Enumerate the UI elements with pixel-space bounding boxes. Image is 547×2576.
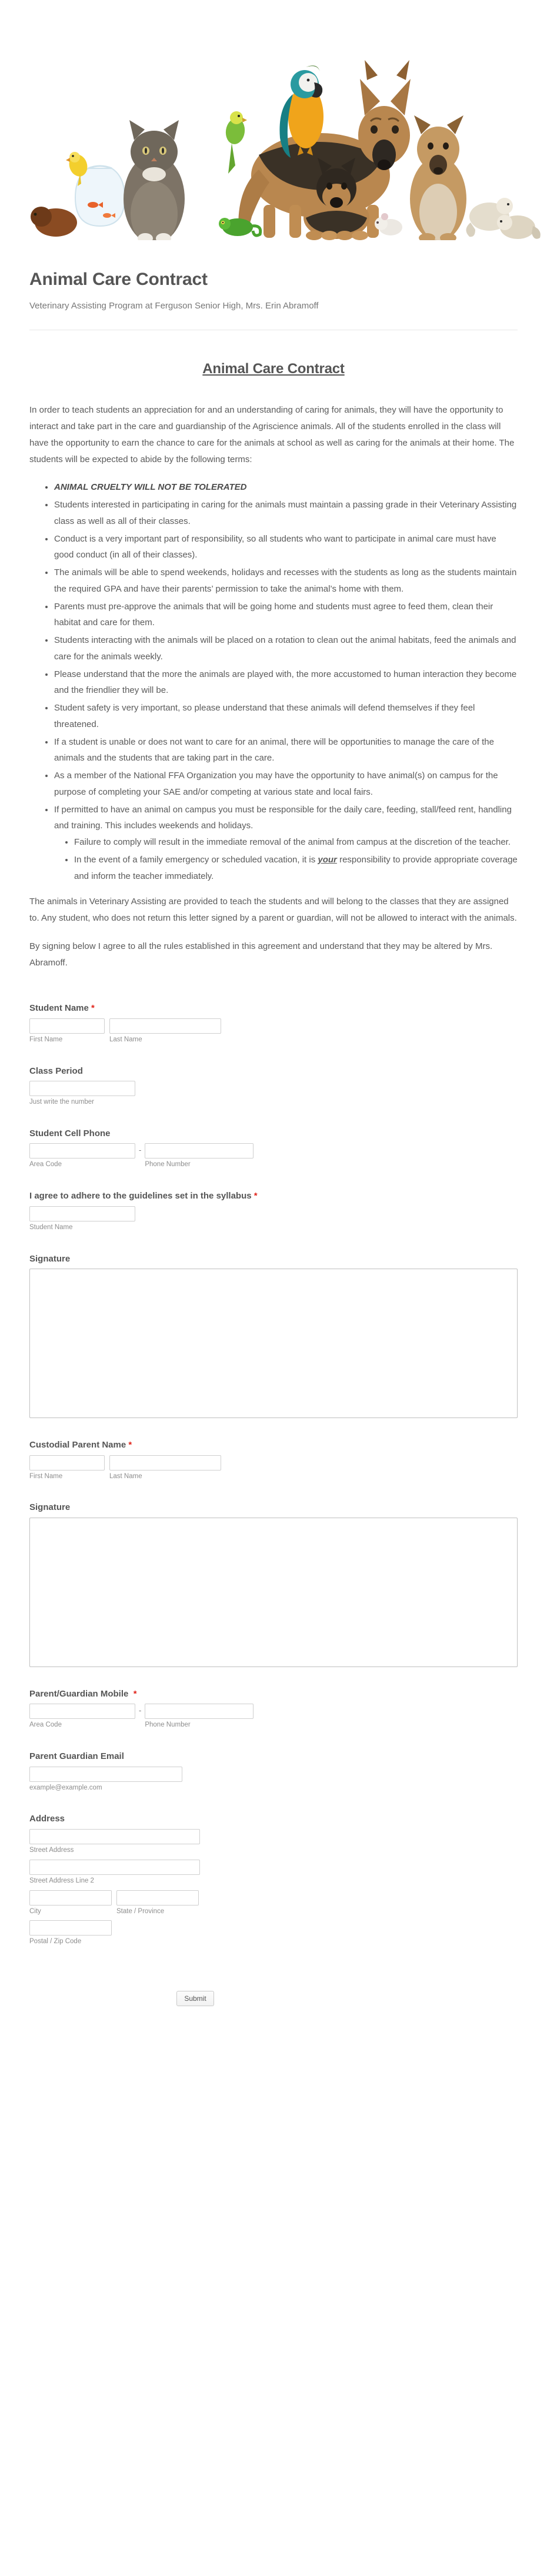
list-item: • Students interacting with the animals will be placed on a rotation to clean out the animal habitats, feed the animals and care for the animals weekly. <box>54 632 518 665</box>
pets-group-image <box>0 0 547 253</box>
list-item: • The animals will be able to spend weekends, holidays and recesses with the students as long as the students maintain the required GPA and have their parents’ permission to take the animal’s home with them. <box>54 565 518 597</box>
parent-guardian-mobile-label <box>29 1688 518 1700</box>
custodial-parent-name-label <box>29 1439 518 1451</box>
class-period-sublabel: Just write the number <box>29 1098 94 1106</box>
list-item-text: If permitted to have an animal on campus you must be responsible for the daily care, feeding, stall/feed rent, handling and training. This includes weekends and holidays. <box>54 804 512 831</box>
student-name-label <box>29 1002 518 1014</box>
agree-syllabus-label <box>29 1190 518 1202</box>
state-province-input[interactable] <box>116 1890 199 1906</box>
sub-list-item-tail: responsibility to provide appropriate coverage and inform the teacher immediately. <box>74 854 518 881</box>
parent-guardian-email-sublabel: example@example.com <box>29 1784 102 1791</box>
phone-separator: - <box>139 1146 142 1155</box>
required-asterisk: * <box>133 1688 137 1699</box>
student-first-name-sublabel: First Name <box>29 1035 63 1043</box>
contract-intro: In order to teach students an appreciation for and an understanding of caring for animals, they will have the opportunity to interact and take part in the care and guardianship of the Agriscience animals. All of the students enrolled in the class will have the opportunity to earn the chance to care for the animals at school as well as caring for the animals at their home. The students will be expected to abide by the following terms: <box>29 405 515 464</box>
sub-list-item <box>74 852 518 885</box>
page-title: Animal Care Contract <box>29 270 208 289</box>
street-address-line-2-sublabel: Street Address Line 2 <box>29 1877 94 1884</box>
field-custodial-parent-name <box>29 1439 518 1480</box>
parent-phone-area-sublabel: Area Code <box>29 1721 62 1729</box>
signature-parent-label: Signature <box>29 1502 71 1513</box>
required-asterisk: * <box>128 1440 132 1450</box>
page-subtitle: Veterinary Assisting Program at Ferguson Senior High, Mrs. Erin Abramoff <box>29 301 319 311</box>
contract-closing-1: The animals in Veterinary Assisting are provided to teach the students and will belong to the classes that they are assigned to. Any student, who does not return this letter signed by a parent or guardian, will not be allowed to interact with the animals. <box>29 897 517 924</box>
parent-guardian-email-label: Parent Guardian Email <box>29 1751 124 1762</box>
contract-closing-2: By signing below I agree to all the rules established in this agreement and understand that they may be altered by Mrs. Abramoff. <box>29 941 493 968</box>
city-input[interactable] <box>29 1890 112 1906</box>
student-name-label-text: Student Name <box>29 1003 89 1014</box>
parent-last-name-sublabel: Last Name <box>109 1472 142 1480</box>
contract-body <box>0 330 547 971</box>
student-last-name-sublabel: Last Name <box>109 1035 142 1043</box>
contract-form <box>0 982 547 1946</box>
student-phone-number-input[interactable] <box>145 1143 254 1158</box>
list-item: • If a student is unable or does not want to care for an animal, there will be opportunities to manage the care of the animals and the students that are taking part in the care. <box>54 734 518 767</box>
parent-phone-number-input[interactable] <box>145 1704 254 1719</box>
field-parent-guardian-mobile <box>29 1688 518 1729</box>
field-address <box>29 1813 518 1946</box>
signature-student-label: Signature <box>29 1253 71 1264</box>
class-period-label: Class Period <box>29 1065 83 1076</box>
parent-phone-area-code-input[interactable] <box>29 1704 135 1719</box>
signature-student-pad[interactable] <box>29 1269 518 1418</box>
list-item: • Please understand that the more the animals are played with, the more accustomed to human interaction they become and the friendlier they will be. <box>54 666 518 699</box>
field-signature-parent <box>29 1502 518 1667</box>
student-last-name-input[interactable] <box>109 1018 221 1034</box>
parent-guardian-email-input[interactable] <box>29 1767 182 1782</box>
field-parent-guardian-email <box>29 1751 518 1792</box>
street-address-line-2-input[interactable] <box>29 1860 200 1875</box>
submit-button[interactable]: Submit <box>176 1991 214 2006</box>
contract-heading: Animal Care Contract <box>202 361 345 377</box>
required-asterisk: * <box>91 1003 95 1014</box>
field-student-cell-phone <box>29 1128 518 1169</box>
list-item: • Conduct is a very important part of responsibility, so all students who want to participate in animal care must have good conduct (in all of their classes). <box>54 531 518 564</box>
student-phone-area-sublabel: Area Code <box>29 1161 62 1169</box>
parent-last-name-input[interactable] <box>109 1455 221 1470</box>
list-item: • Students interested in participating in caring for the animals must maintain a passing grade in their Veterinary Assisting class as well as all of their classes. <box>54 497 518 530</box>
agree-syllabus-label-text: I agree to adhere to the guidelines set in the syllabus <box>29 1191 252 1201</box>
field-class-period <box>29 1065 518 1107</box>
parent-guardian-mobile-label-text: Parent/Guardian Mobile <box>29 1688 129 1699</box>
street-address-sublabel: Street Address <box>29 1846 74 1854</box>
student-phone-number-sublabel: Phone Number <box>145 1161 191 1169</box>
student-phone-area-code-input[interactable] <box>29 1143 135 1158</box>
list-item: • Parents must pre-approve the animals that will be going home and students must agree to feed them, clean their habitat and care for them. <box>54 599 518 632</box>
parent-first-name-sublabel: First Name <box>29 1472 63 1480</box>
street-address-input[interactable] <box>29 1829 200 1844</box>
student-cell-phone-label: Student Cell Phone <box>29 1128 111 1138</box>
postal-zip-code-input[interactable] <box>29 1920 112 1936</box>
field-signature-student <box>29 1253 518 1419</box>
city-sublabel: City <box>29 1907 41 1915</box>
list-item: • As a member of the National FFA Organization you may have the opportunity to have animal(s) on campus for the purpose of completing your SAE and/or competing at various state and local fairs. <box>54 768 518 801</box>
postal-zip-code-sublabel: Postal / Zip Code <box>29 1938 82 1946</box>
submit-row <box>0 1967 547 2041</box>
address-label: Address <box>29 1814 65 1824</box>
pets-illustration <box>0 28 547 240</box>
contract-bullet-list <box>29 479 518 884</box>
field-student-name <box>29 1002 518 1044</box>
sub-list-item-text: In the event of a family emergency or scheduled vacation, it is <box>74 854 318 865</box>
phone-separator: - <box>139 1706 142 1715</box>
list-item: • Student safety is very important, so please understand that these animals will defend themselves if they feel threatened. <box>54 700 518 733</box>
parent-first-name-input[interactable] <box>29 1455 105 1470</box>
agree-syllabus-input[interactable] <box>29 1206 135 1221</box>
emphasis-your: your <box>318 854 337 865</box>
field-agree-syllabus <box>29 1190 518 1231</box>
list-item <box>54 802 518 885</box>
class-period-input[interactable] <box>29 1081 135 1096</box>
student-first-name-input[interactable] <box>29 1018 105 1034</box>
form-header <box>0 253 547 312</box>
signature-parent-pad[interactable] <box>29 1518 518 1667</box>
required-asterisk: * <box>254 1191 258 1201</box>
list-item: • ANIMAL CRUELTY WILL NOT BE TOLERATED <box>54 479 518 496</box>
state-province-sublabel: State / Province <box>116 1907 165 1915</box>
custodial-parent-name-label-text: Custodial Parent Name <box>29 1440 126 1450</box>
contract-sub-bullet-list <box>54 834 518 884</box>
agree-syllabus-sublabel: Student Name <box>29 1223 73 1231</box>
sub-list-item: • Failure to comply will result in the immediate removal of the animal from campus at the discretion of the teacher. <box>74 834 518 851</box>
parent-phone-number-sublabel: Phone Number <box>145 1721 191 1729</box>
